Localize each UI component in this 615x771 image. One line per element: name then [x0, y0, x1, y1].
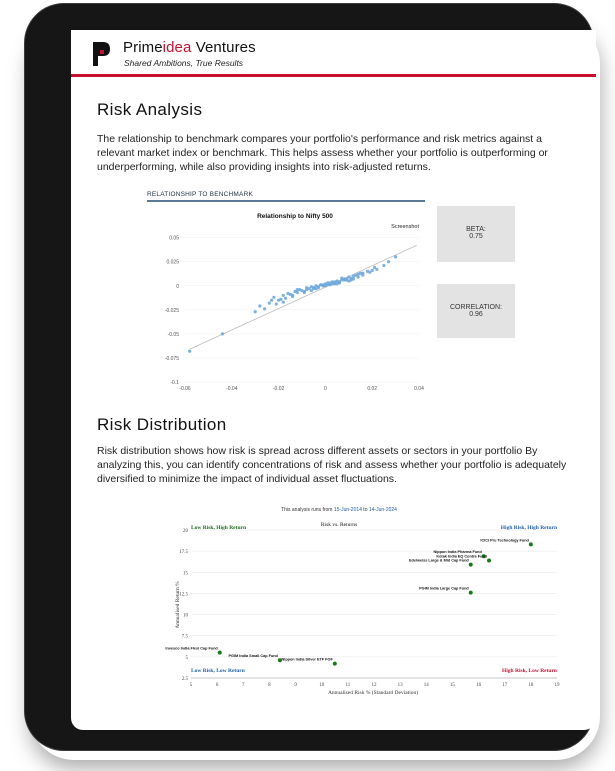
chart2-x-tick-label: 5: [189, 683, 193, 688]
chart1-point: [373, 266, 376, 269]
chart2-point-label: Edelweiss Large & Mid Cap Fund: [409, 558, 469, 563]
chart2-point: [529, 542, 533, 546]
chart1-point: [188, 350, 191, 353]
chart2-point: [469, 591, 473, 595]
risk-return-chart: [139, 500, 560, 700]
chart1-point: [305, 288, 308, 291]
chart1-y-tick-label: 0.025: [166, 259, 179, 266]
relationship-section-label: RELATIONSHIP TO BENCHMARK: [147, 191, 254, 198]
chart2-x-tick-label: 15: [449, 683, 455, 688]
chart1-y-tick-label: 0: [176, 283, 179, 290]
chart1-point: [282, 301, 285, 304]
chart1-point: [350, 278, 353, 281]
chart2-x-tick-label: 10: [319, 683, 325, 688]
chart2-x-tick-label: 6: [215, 683, 219, 688]
tablet-screen: [71, 30, 596, 730]
chart1-point: [296, 291, 299, 294]
chart1-point: [387, 260, 390, 263]
chart2-x-tick-label: 19: [554, 683, 560, 688]
chart2-point-label: ICICI Pru Technology Fund: [480, 538, 529, 543]
chart1-point: [394, 255, 397, 258]
chart1-point: [282, 294, 285, 297]
chart1-y-ticks: [165, 236, 179, 386]
chart2-point-label: Invesco India Flexi Cap Fund: [165, 646, 218, 651]
chart2-x-tick-label: 11: [345, 683, 351, 688]
chart2-x-axis-label: Annualised Risk % (Standard Deviation): [327, 690, 419, 696]
risk-distribution-heading: Risk Distribution: [97, 415, 227, 434]
beta-value: 0.75: [469, 233, 483, 240]
chart2-y-tick-label: 10: [183, 613, 188, 619]
chart2-y-tick-label: 20: [183, 529, 188, 534]
correlation-metric-box: [437, 284, 515, 338]
chart2-x-tick-label: 13: [397, 683, 403, 688]
chart1-y-tick-label: -0.025: [164, 307, 179, 314]
chart1-point: [296, 288, 299, 291]
chart2-x-tick-label: 14: [423, 683, 429, 688]
chart2-title: Risk vs. Returns: [320, 522, 358, 528]
quadrant-top-right: High Risk, High Return: [500, 525, 557, 531]
chart1-point: [312, 287, 315, 290]
chart1-point: [275, 302, 278, 305]
primeidea-logo-icon: [91, 40, 113, 68]
chart2-y-tick-label: 17.5: [179, 550, 188, 556]
chart2-x-tick-label: 12: [371, 683, 377, 688]
chart2-x-tick-label: 17: [502, 683, 508, 688]
chart2-point: [487, 558, 491, 562]
chart1-point: [345, 277, 348, 280]
benchmark-scatter-chart: [147, 202, 427, 392]
chart2-point: [218, 651, 222, 655]
chart1-point: [268, 301, 271, 304]
chart2-point: [333, 662, 337, 666]
chart1-y-tick-label: -0.075: [164, 355, 179, 362]
chart1-point: [321, 283, 324, 286]
chart2-x-tick-label: 9: [294, 683, 297, 688]
chart1-points: [188, 255, 397, 353]
brand-tagline: Shared Ambitions, True Results: [124, 58, 244, 68]
risk-analysis-heading: Risk Analysis: [97, 100, 203, 119]
chart1-point: [326, 281, 329, 284]
chart2-x-ticks: [190, 683, 560, 688]
beta-metric-box: [437, 206, 515, 262]
chart1-point: [254, 310, 257, 313]
quadrant-bottom-right: High Risk, Low Return: [501, 668, 557, 674]
quadrant-bottom-left: Low Risk, Low Return: [191, 668, 245, 674]
chart1-point: [258, 304, 261, 307]
chart2-subtitle: This analysis runs from 15-Jun-2014 to 14-Jun-2024: [281, 507, 397, 513]
beta-label: BETA:: [466, 226, 486, 233]
risk-analysis-paragraph: The relationship to benchmark compares your portfolio's performance and risk metrics against a relevant market index or benchmark. This helps assess whether your portfolio is outperforming or underperforming, while also providing insights into risk-adjusted returns.: [97, 133, 548, 173]
chart2-point-label: PGIM India Large Cap Fund: [419, 586, 469, 591]
chart2-y-tick-label: 15: [183, 571, 188, 577]
chart1-x-tick-label: -0.06: [179, 386, 191, 392]
chart2-point-label: Nippon India Silver ETF FOF: [281, 657, 333, 662]
chart2-point-label: Nippon India Pharma Fund: [433, 550, 482, 555]
chart1-y-tick-label: -0.1: [170, 380, 179, 386]
page-header: [71, 30, 596, 78]
chart1-x-ticks: [179, 386, 424, 392]
chart1-point: [336, 282, 339, 285]
chart1-point: [382, 264, 385, 267]
chart1-point: [279, 298, 282, 301]
chart2-y-tick-label: 2.5: [181, 677, 188, 682]
chart1-title: Relationship to Nifty 500: [257, 213, 333, 220]
header-divider: [71, 74, 596, 77]
chart1-point: [368, 271, 371, 274]
chart1-annotation: Screenshot: [391, 224, 419, 230]
chart1-point: [303, 291, 306, 294]
chart2-point-label: PGIM India Small Cap Fund: [228, 654, 278, 659]
chart1-point: [317, 286, 320, 289]
chart1-point: [270, 299, 273, 302]
chart1-gridlines: [185, 238, 419, 382]
chart2-point: [469, 563, 473, 567]
quadrant-top-left: Low Risk, High Return: [191, 525, 247, 531]
chart2-y-tick-label: 12.5: [179, 592, 188, 598]
chart1-y-tick-label: 0.05: [169, 235, 179, 242]
chart1-point: [361, 272, 364, 275]
chart2-points: [165, 538, 532, 665]
chart2-point-label: Kotak India EQ Contra Fund: [436, 554, 488, 559]
tablet-frame: [24, 3, 594, 751]
chart1-point: [357, 275, 360, 278]
chart2-y-tick-label: 7.5: [181, 634, 188, 640]
brand-name: Primeidea Ventures: [123, 39, 256, 56]
chart1-y-tick-label: -0.05: [167, 331, 179, 338]
chart1-x-tick-label: -0.02: [272, 386, 285, 392]
chart2-x-tick-label: 16: [476, 683, 482, 688]
chart1-point: [340, 276, 343, 279]
chart2-x-tick-label: 7: [242, 683, 245, 688]
risk-distribution-paragraph: Risk distribution shows how risk is spread across different assets or sectors in your portfolio By analyzing this, you can identify concentrations of risk and assess whether your portfolio is adequately diversified to minimize the impact of individual asset fluctuations.: [97, 445, 567, 485]
chart1-point: [291, 294, 294, 297]
correlation-value: 0.96: [469, 311, 483, 318]
chart2-y-tick-label: 5: [185, 655, 188, 661]
chart1-point: [272, 296, 275, 299]
chart1-point: [331, 280, 334, 283]
chart2-x-tick-label: 18: [528, 683, 534, 688]
chart1-point: [284, 297, 287, 300]
chart1-point: [221, 332, 224, 335]
chart1-point: [263, 307, 266, 310]
chart2-x-tick-label: 8: [268, 683, 271, 688]
chart1-x-tick-label: 0.02: [367, 386, 378, 392]
chart2-y-axis-label: Annualised Return %: [175, 581, 181, 629]
chart1-x-tick-label: -0.04: [226, 386, 238, 392]
correlation-label: CORRELATION:: [450, 304, 502, 311]
chart1-x-tick-label: 0.04: [414, 386, 424, 392]
chart1-x-tick-label: 0: [324, 386, 327, 392]
